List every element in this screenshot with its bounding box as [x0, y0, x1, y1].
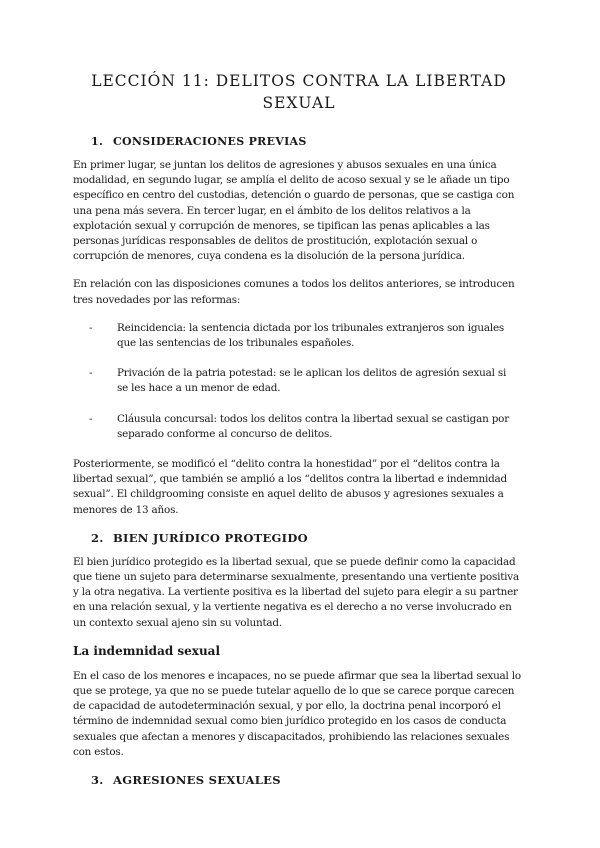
section-title: AGRESIONES SEXUALES: [113, 773, 281, 788]
list-item: [73, 366, 525, 396]
section-number: 2.: [91, 530, 104, 545]
list-item-text: Reincidencia: la sentencia dictada por los tribunales extranjeros son iguales que las sentencias de los tribunales españoles.: [117, 321, 505, 350]
section-title: CONSIDERACIONES PREVIAS: [113, 135, 307, 148]
section-title: BIEN JURÍDICO PROTEGIDO: [113, 530, 308, 545]
page-title: LECCIÓN 11: DELITOS CONTRA LA LIBERTAD SEXUAL: [91, 72, 507, 112]
paragraph: En relación con las disposiciones comunes a todos los delitos anteriores, se introducen tres novedades por las reformas:: [73, 278, 515, 306]
list-item-text: Cláusula concursal: todos los delitos contra la libertad sexual se castigan por separado conforme al concurso de delitos.: [117, 412, 509, 440]
paragraph: El bien jurídico protegido es la libertad sexual, que se puede definir como la capacidad que tiene un sujeto para determinarse sexualmente, presentando una vertiente positiva y la otra negativa. La vertiente positiva es la libertad del sujeto para elegir a su partner en una relación sexual, y la vertiente negativa es el derecho a no verse involucrado en un contexto sexual ajeno sin su voluntad.: [73, 555, 519, 629]
section-number: 3.: [91, 773, 104, 788]
section-heading-1: [91, 135, 525, 148]
list-dash: -: [89, 412, 93, 425]
section-number: 1.: [91, 135, 104, 148]
list-dash: -: [89, 321, 93, 334]
bullet-list: [73, 321, 525, 442]
paragraph: En el caso de los menores e incapaces, no se puede afirmar que sea la libertad sexual lo que se protege, ya que no se puede tutelar aquello de lo que se carece porque carecen de capacidad de autodeterminación sexual, y por ello, la doctrina penal incorporó el término de indemnidad sexual como bien jurídico protegido en los casos de conducta sexuales que afectan a menores y discapacitados, prohibiendo las relaciones sexuales con estos.: [73, 669, 521, 758]
list-item: [73, 321, 525, 351]
subheading: La indemnidad sexual: [73, 643, 221, 658]
paragraph: Posteriormente, se modificó el “delito contra la honestidad” por el “delitos contra la libertad sexual”, que también se amplió a los “delitos contra la libertad e indemnidad sexual”. El childgrooming consiste en aquel delito de abusos y agresiones sexuales a menores de 13 años.: [73, 458, 507, 516]
document-page: [73, 70, 525, 797]
list-item-text: Privación de la patria potestad: se le aplican los delitos de agresión sexual si se les hace a un menor de edad.: [117, 367, 507, 395]
paragraph: En primer lugar, se juntan los delitos de agresiones y abusos sexuales en una única modalidad, en segundo lugar, se amplía el delito de acoso sexual y se le añade un tipo específico en centro del custodias, detención o guardo de personas, que se castiga con una pena más severa. En tercer lugar, en el ámbito de los delitos relativos a la explotación sexual y corrupción de menores, se tipifican las penas aplicables a las personas jurídicas responsables de delitos de prostitución, explotación sexual o corrupción de menores, cuya condena es la disolución de la persona jurídica.: [73, 159, 515, 263]
section-heading-2: [91, 531, 525, 545]
list-item: [73, 412, 525, 442]
list-dash: -: [89, 367, 93, 380]
section-heading-3: [91, 773, 525, 787]
